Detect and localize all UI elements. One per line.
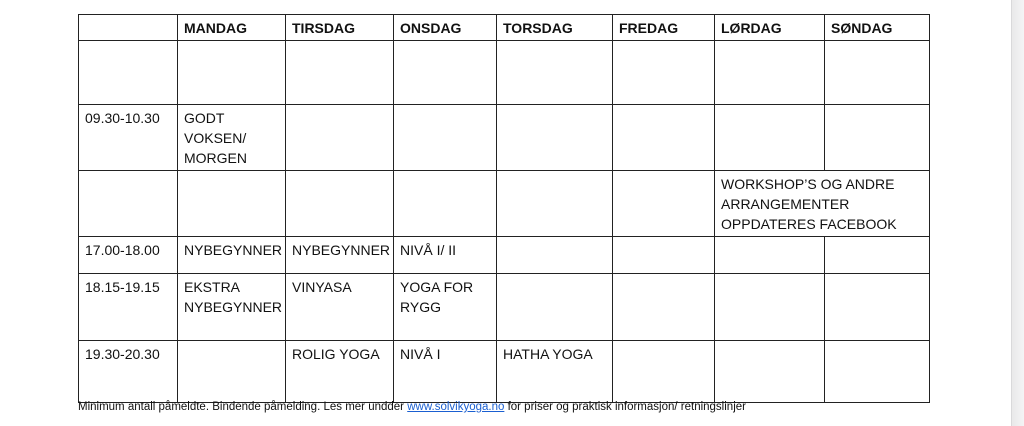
class-cell — [825, 274, 930, 341]
class-cell: NYBEGYNNER — [286, 237, 394, 274]
class-cell — [178, 341, 286, 403]
class-cell: YOGA FOR RYGG — [394, 274, 497, 341]
time-cell: 09.30-10.30 — [79, 105, 178, 171]
footer-text-end: for priser og praktisk informasjon/ retningslinjer — [504, 401, 746, 413]
header-thursday: TORSDAG — [497, 15, 613, 41]
class-cell — [613, 274, 715, 341]
class-cell — [497, 237, 613, 274]
class-cell — [286, 41, 394, 105]
time-cell: 19.30-20.30 — [79, 341, 178, 403]
header-tuesday: TIRSDAG — [286, 15, 394, 41]
page-edge — [1011, 0, 1024, 426]
table-row — [79, 274, 930, 341]
class-cell — [825, 341, 930, 403]
header-monday: MANDAG — [178, 15, 286, 41]
table-row — [79, 341, 930, 403]
class-cell: NYBEGYNNER — [178, 237, 286, 274]
class-cell — [613, 341, 715, 403]
header-saturday: LØRDAG — [715, 15, 825, 41]
class-cell — [286, 105, 394, 171]
class-cell: NIVÅ I — [394, 341, 497, 403]
header-row — [79, 15, 930, 41]
class-cell — [825, 237, 930, 274]
class-cell — [825, 41, 930, 105]
header-friday: FREDAG — [613, 15, 715, 41]
time-cell: 18.15-19.15 — [79, 274, 178, 341]
class-cell — [178, 171, 286, 237]
class-cell — [497, 171, 613, 237]
class-cell: ROLIG YOGA — [286, 341, 394, 403]
class-cell — [178, 41, 286, 105]
class-cell — [613, 105, 715, 171]
website-link[interactable]: www.solvikyoga.no — [407, 401, 505, 413]
header-sunday: SØNDAG — [825, 15, 930, 41]
class-cell: HATHA YOGA — [497, 341, 613, 403]
time-cell — [79, 171, 178, 237]
class-cell: NIVÅ I/ II — [394, 237, 497, 274]
class-cell — [394, 171, 497, 237]
class-cell: EKSTRA NYBEGYNNER — [178, 274, 286, 341]
class-cell — [286, 171, 394, 237]
table-row — [79, 41, 930, 105]
class-cell — [715, 237, 825, 274]
header-wednesday: ONSDAG — [394, 15, 497, 41]
class-cell — [715, 274, 825, 341]
class-cell — [825, 105, 930, 171]
workshop-notice: WORKSHOP’S OG ANDRE ARRANGEMENTER OPPDATERES FACEBOOK — [715, 171, 930, 237]
class-cell — [394, 105, 497, 171]
class-cell: VINYASA — [286, 274, 394, 341]
footer-text: Minimum antall påmeldte. Bindende påmelding. Les mer undder — [78, 401, 408, 413]
class-cell — [715, 105, 825, 171]
class-cell — [497, 274, 613, 341]
class-cell — [394, 41, 497, 105]
schedule-table — [78, 14, 930, 403]
footer-note — [78, 400, 746, 414]
class-cell — [613, 237, 715, 274]
header-corner — [79, 15, 178, 41]
time-cell: 17.00-18.00 — [79, 237, 178, 274]
class-cell — [497, 105, 613, 171]
class-cell — [613, 171, 715, 237]
class-cell — [613, 41, 715, 105]
table-row — [79, 105, 930, 171]
table-row — [79, 237, 930, 274]
class-cell — [497, 41, 613, 105]
class-cell: GODT VOKSEN/ MORGEN — [178, 105, 286, 171]
class-cell — [715, 341, 825, 403]
table-row — [79, 171, 930, 237]
time-cell — [79, 41, 178, 105]
class-cell — [715, 41, 825, 105]
